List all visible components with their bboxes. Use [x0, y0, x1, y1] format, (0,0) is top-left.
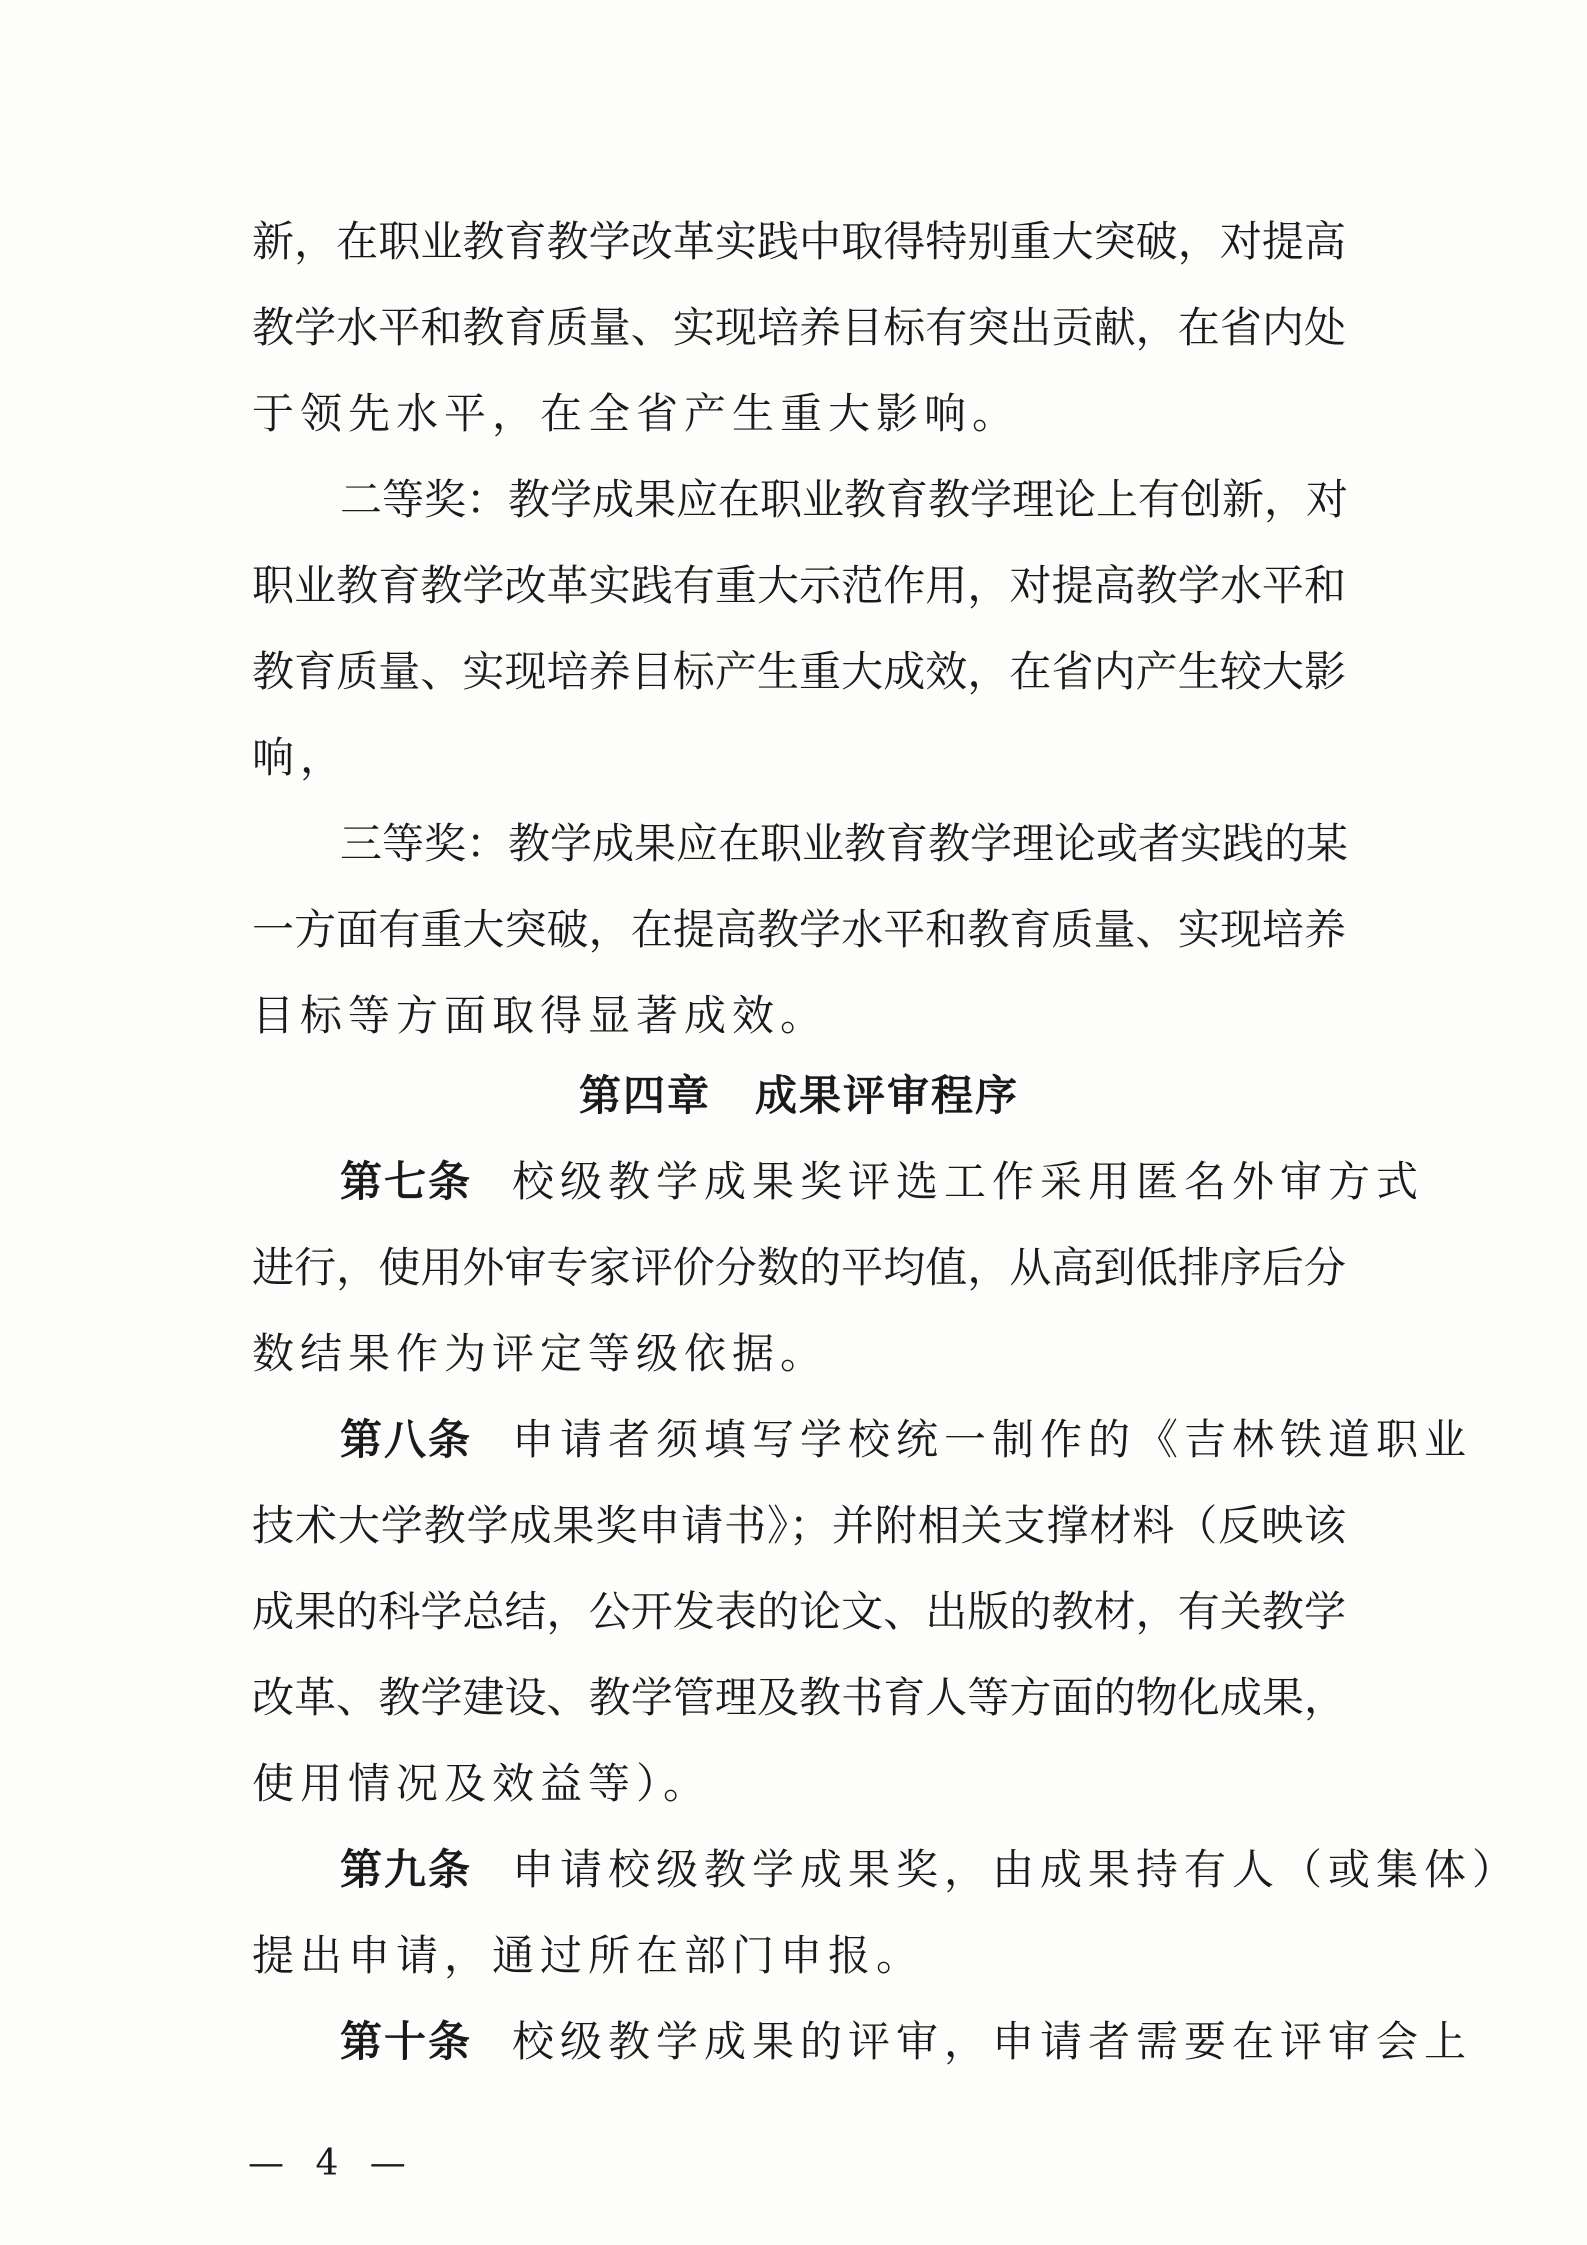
- article-line: 数结果作为评定等级依据。: [252, 1329, 829, 1378]
- article-line: 提出申请，通过所在部门申报。: [252, 1931, 925, 1980]
- chapter-title: 成果评审程序: [755, 1071, 1020, 1120]
- article-number: 第八条: [340, 1415, 473, 1464]
- article-text: 校级教学成果奖评选工作采用匿名外审方式: [512, 1157, 1425, 1206]
- paragraph-line: 三等奖：教学成果应在职业教育教学理论或者实践的某: [340, 819, 1349, 868]
- page-number: — 4 —: [248, 2143, 416, 2184]
- article-number: 第十条: [340, 2017, 473, 2066]
- paragraph-line: 于领先水平，在全省产生重大影响。: [252, 389, 1021, 438]
- article-number: 第九条: [340, 1845, 473, 1894]
- article-text: 校级教学成果的评审，申请者需要在评审会上: [512, 2017, 1473, 2066]
- article-number: 第七条: [340, 1157, 473, 1206]
- article-line: [252, 1412, 1473, 1468]
- paragraph-line: 目标等方面取得显著成效。: [252, 991, 829, 1040]
- paragraph-line: 响，: [252, 733, 349, 782]
- article-line: 使用情况及效益等）。: [252, 1759, 712, 1808]
- article-line: [252, 1842, 1521, 1898]
- paragraph-line: 教学水平和教育质量、实现培养目标有突出贡献，在省内处: [252, 303, 1346, 352]
- paragraph-line: 一方面有重大突破，在提高教学水平和教育质量、实现培养: [252, 905, 1346, 954]
- article-line: 进行，使用外审专家评价分数的平均值，从高到低排序后分: [252, 1243, 1346, 1292]
- paragraph-line: 教育质量、实现培养目标产生重大成效，在省内产生较大影: [252, 647, 1346, 696]
- paragraph-line: 二等奖：教学成果应在职业教育教学理论上有创新，对: [340, 475, 1349, 524]
- chapter-number: 第四章: [578, 1071, 711, 1120]
- article-line: 成果的科学总结，公开发表的论文、出版的教材，有关教学: [252, 1587, 1346, 1636]
- paragraph-line: 职业教育教学改革实践有重大示范作用，对提高教学水平和: [252, 561, 1346, 610]
- article-line: [252, 1154, 1425, 1210]
- article-line: 改革、教学建设、教学管理及教书育人等方面的物化成果，: [252, 1673, 1346, 1722]
- paragraph-line: 新，在职业教育教学改革实践中取得特别重大突破，对提高: [252, 217, 1346, 266]
- article-line: [252, 2014, 1473, 2070]
- article-text: 申请校级教学成果奖，由成果持有人（或集体）: [512, 1845, 1521, 1894]
- article-text: 申请者须填写学校统一制作的《吉林铁道职业: [512, 1415, 1473, 1464]
- article-line: 技术大学教学成果奖申请书》；并附相关支撑材料（反映该: [252, 1501, 1346, 1550]
- chapter-heading: [252, 1068, 1346, 1124]
